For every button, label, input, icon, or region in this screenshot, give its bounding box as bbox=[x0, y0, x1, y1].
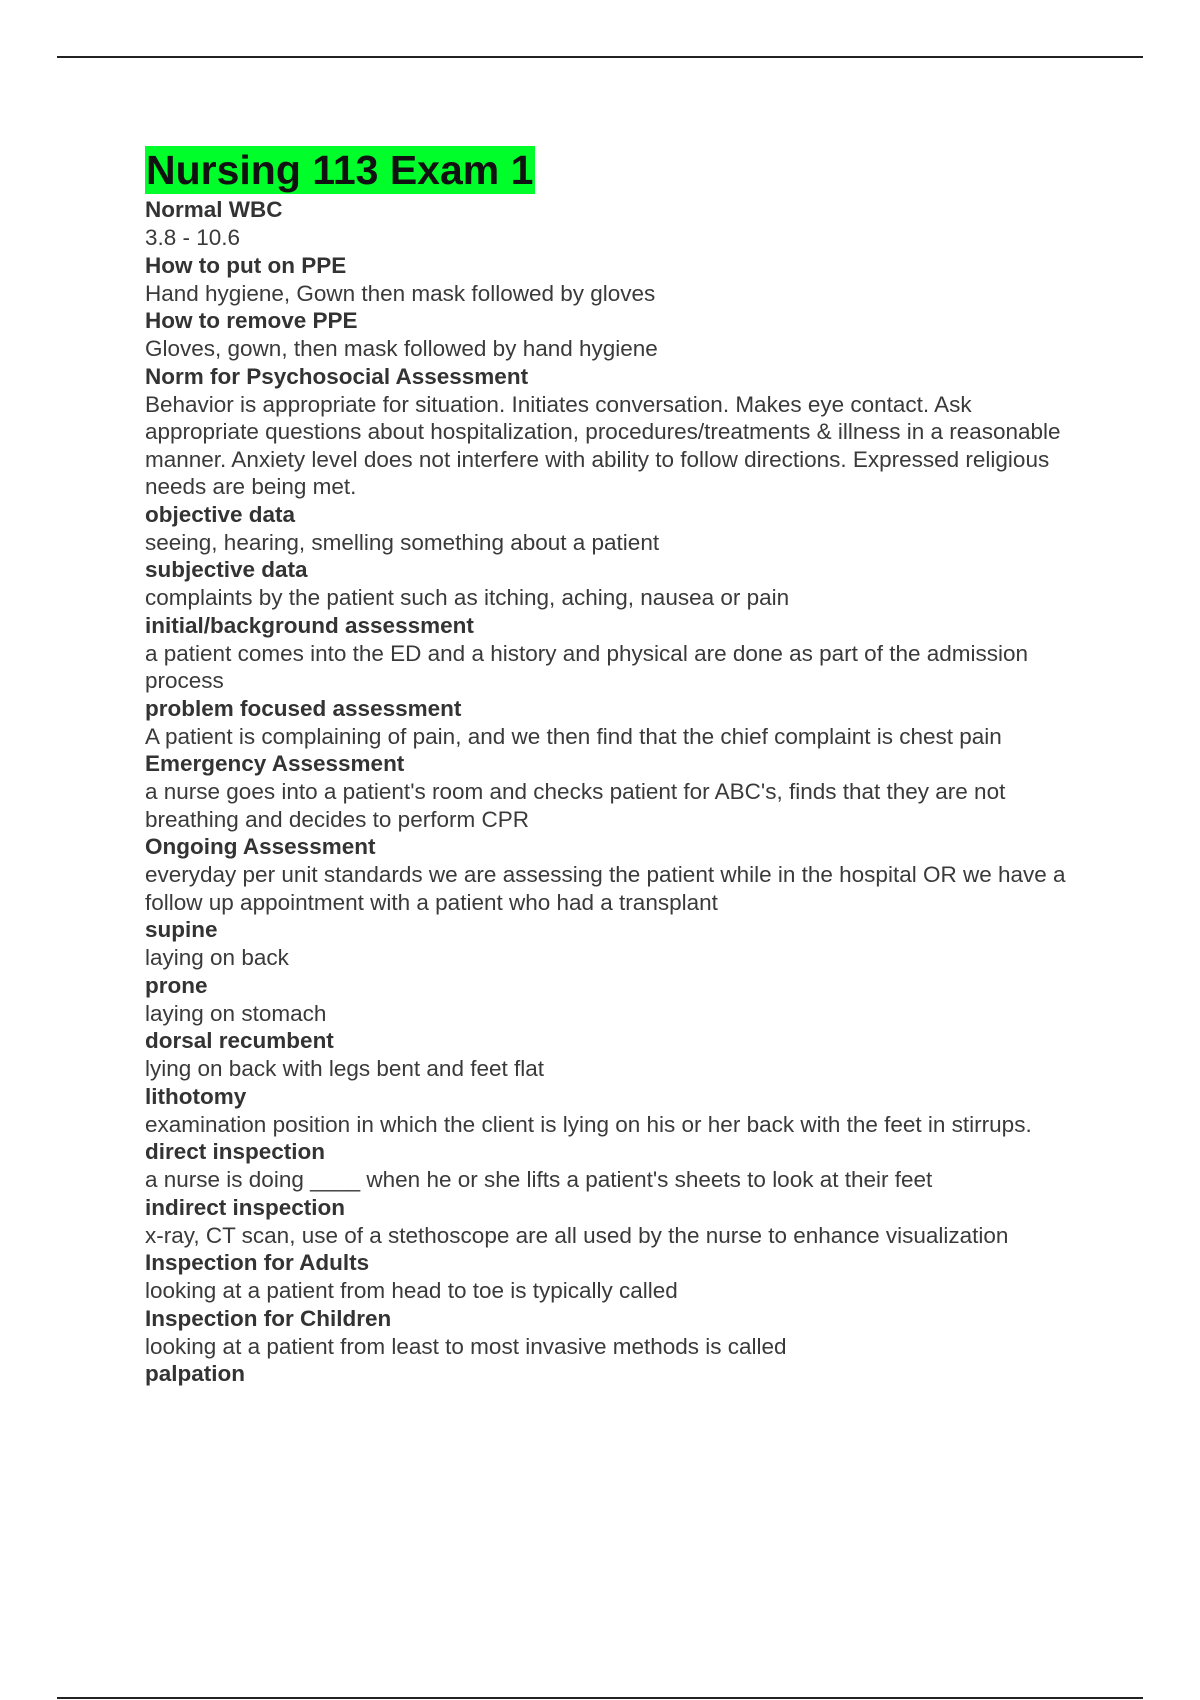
entry-term: initial/background assessment bbox=[145, 612, 474, 638]
entry-definition: A patient is complaining of pain, and we then find that the chief complaint is chest pain bbox=[145, 723, 1002, 749]
entry-definition: laying on back bbox=[145, 945, 289, 970]
bottom-divider bbox=[57, 1697, 1143, 1699]
entry-definition: lying on back with legs bent and feet flat bbox=[145, 1056, 545, 1081]
entry-term: supine bbox=[145, 917, 218, 942]
entry-term: lithotomy bbox=[145, 1083, 247, 1109]
entry-term: Norm for Psychosocial Assessment bbox=[145, 363, 529, 389]
top-divider bbox=[57, 56, 1143, 58]
entry-term: dorsal recumbent bbox=[145, 1028, 334, 1053]
entry-definition: x-ray, CT scan, use of a stethoscope are all used by the nurse to enhance visualization bbox=[145, 1222, 1009, 1248]
entry-definition: laying on stomach bbox=[145, 1000, 327, 1026]
entry-definition: a nurse is doing ____ when he or she lifts a patient's sheets to look at their feet bbox=[145, 1167, 933, 1192]
entry-definition: Gloves, gown, then mask followed by hand hygiene bbox=[145, 336, 658, 361]
entry-term: How to remove PPE bbox=[145, 308, 358, 333]
entry-definition: looking at a patient from head to toe is typically called bbox=[145, 1278, 678, 1303]
document-body bbox=[145, 146, 1085, 1388]
entry-term: subjective data bbox=[145, 557, 308, 582]
entry-definition: 3.8 - 10.6 bbox=[145, 225, 241, 250]
entry-definition: complaints by the patient such as itching, aching, nausea or pain bbox=[145, 585, 790, 610]
entry-term: Inspection for Children bbox=[145, 1305, 392, 1331]
document-title: Nursing 113 Exam 1 bbox=[146, 147, 534, 193]
entry-term: How to put on PPE bbox=[145, 252, 347, 278]
entry-definition: Behavior is appropriate for situation. Initiates conversation. Makes eye contact. Ask appropriate questions about hospitalization, procedures/treatments & illness in a reasonable manner. Anxiety level does not interfere with ability to follow directions. Expressed religious needs are being met. bbox=[145, 391, 1061, 499]
entry-definition: examination position in which the client is lying on his or her back with the feet in stirrups. bbox=[145, 1111, 1032, 1137]
entry-list bbox=[145, 196, 1085, 1388]
entry-definition: a patient comes into the ED and a history and physical are done as part of the admission process bbox=[145, 640, 1029, 693]
entry-term: direct inspection bbox=[145, 1139, 326, 1164]
entry-definition: Hand hygiene, Gown then mask followed by gloves bbox=[145, 280, 656, 306]
entry-definition: seeing, hearing, smelling something about a patient bbox=[145, 529, 660, 555]
entry-term: Normal WBC bbox=[145, 197, 283, 222]
entry-definition: a nurse goes into a patient's room and checks patient for ABC's, finds that they are not breathing and decides to perform CPR bbox=[145, 779, 1006, 832]
entry-term: objective data bbox=[145, 501, 296, 527]
entry-term: indirect inspection bbox=[145, 1194, 346, 1220]
entry-term: Ongoing Assessment bbox=[145, 834, 376, 859]
entry-definition: looking at a patient from least to most invasive methods is called bbox=[145, 1333, 787, 1359]
entry-term: prone bbox=[145, 972, 208, 998]
entry-term: problem focused assessment bbox=[145, 695, 462, 721]
entry-term: Inspection for Adults bbox=[145, 1250, 370, 1275]
entry-term: palpation bbox=[145, 1361, 245, 1386]
entry-definition: everyday per unit standards we are assessing the patient while in the hospital OR we have a follow up appointment with a patient who had a transplant bbox=[145, 862, 1066, 915]
entry-term: Emergency Assessment bbox=[145, 751, 405, 776]
